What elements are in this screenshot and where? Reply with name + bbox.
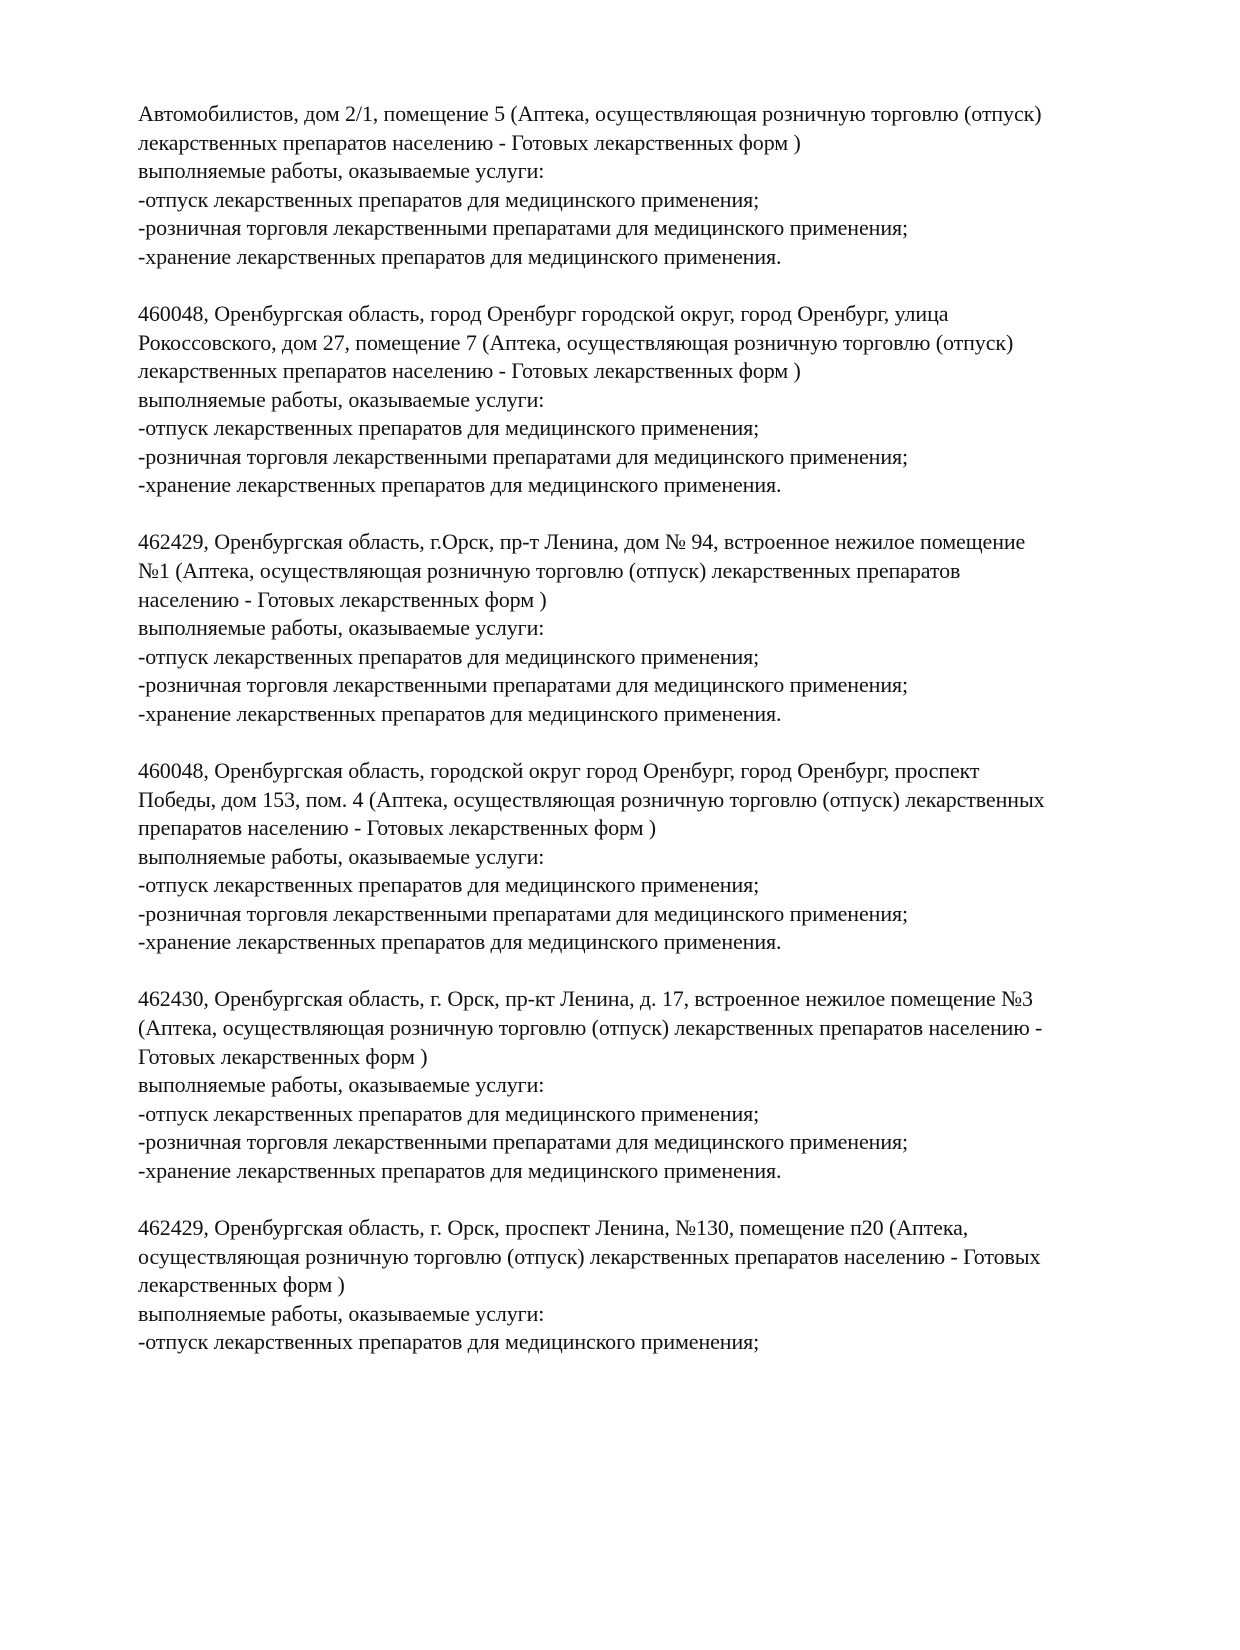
text-line: 460048, Оренбургская область, городской округ город Оренбург, город Оренбург, проспект <box>138 757 980 783</box>
address-block <box>138 100 1138 271</box>
text-line: Победы, дом 153, пом. 4 (Аптека, осуществляющая розничную торговлю (отпуск) лекарственных <box>138 786 1045 812</box>
text-line: -розничная торговля лекарственными препаратами для медицинского применения; <box>138 1129 909 1155</box>
text-line: №1 (Аптека, осуществляющая розничную торговлю (отпуск) лекарственных препаратов <box>138 558 961 583</box>
text-line: -отпуск лекарственных препаратов для медицинского применения; <box>138 415 760 441</box>
text-line: -отпуск лекарственных препаратов для медицинского применения; <box>138 1100 760 1126</box>
text-line: -розничная торговля лекарственными препаратами для медицинского применения; <box>138 672 909 698</box>
text-line: Автомобилистов, дом 2/1, помещение 5 (Аптека, осуществляющая розничную торговлю (отпуск) <box>138 101 1042 126</box>
text-line: выполняемые работы, оказываемые услуги: <box>138 615 545 641</box>
document-page <box>138 100 1138 1385</box>
address-block <box>138 300 1138 500</box>
text-line: -хранение лекарственных препаратов для медицинского применения. <box>138 1157 782 1183</box>
text-line: выполняемые работы, оказываемые услуги: <box>138 1300 545 1326</box>
text-line: -розничная торговля лекарственными препаратами для медицинского применения; <box>138 900 909 926</box>
text-line: выполняемые работы, оказываемые услуги: <box>138 386 545 412</box>
text-line: (Аптека, осуществляющая розничную торговлю (отпуск) лекарственных препаратов населению - <box>138 1015 1043 1040</box>
text-line: -хранение лекарственных препаратов для медицинского применения. <box>138 472 782 498</box>
text-line: осуществляющая розничную торговлю (отпуск) лекарственных препаратов населению - Готовых <box>138 1243 1041 1269</box>
address-block <box>138 757 1138 957</box>
text-line: выполняемые работы, оказываемые услуги: <box>138 1072 545 1098</box>
text-line: 462430, Оренбургская область, г. Орск, пр-кт Ленина, д. 17, встроенное нежилое помещение №3 <box>138 986 1033 1012</box>
text-line: препаратов населению - Готовых лекарственных форм ) <box>138 815 657 841</box>
text-line: 462429, Оренбургская область, г.Орск, пр-т Ленина, дом № 94, встроенное нежилое помещение <box>138 529 1026 555</box>
text-line: -отпуск лекарственных препаратов для медицинского применения; <box>138 186 760 212</box>
address-block <box>138 1214 1138 1357</box>
text-line: -хранение лекарственных препаратов для медицинского применения. <box>138 243 782 269</box>
text-line: -отпуск лекарственных препаратов для медицинского применения; <box>138 872 760 898</box>
text-line: лекарственных препаратов населению - Готовых лекарственных форм ) <box>138 358 801 384</box>
text-line: -отпуск лекарственных препаратов для медицинского применения; <box>138 1329 760 1355</box>
address-block <box>138 985 1138 1185</box>
text-line: -розничная торговля лекарственными препаратами для медицинского применения; <box>138 215 909 241</box>
text-line: -розничная торговля лекарственными препаратами для медицинского применения; <box>138 443 909 469</box>
text-line: 460048, Оренбургская область, город Оренбург городской округ, город Оренбург, улица <box>138 300 949 326</box>
address-block <box>138 528 1138 728</box>
text-line: -хранение лекарственных препаратов для медицинского применения. <box>138 929 782 955</box>
text-line: -отпуск лекарственных препаратов для медицинского применения; <box>138 643 760 669</box>
text-line: Готовых лекарственных форм ) <box>138 1043 428 1069</box>
text-line: выполняемые работы, оказываемые услуги: <box>138 158 545 184</box>
text-line: Рокоссовского, дом 27, помещение 7 (Аптека, осуществляющая розничную торговлю (отпуск) <box>138 329 1014 355</box>
text-line: выполняемые работы, оказываемые услуги: <box>138 843 545 869</box>
text-line: населению - Готовых лекарственных форм ) <box>138 586 547 612</box>
text-line: 462429, Оренбургская область, г. Орск, проспект Ленина, №130, помещение п20 (Аптека, <box>138 1214 969 1240</box>
text-line: лекарственных препаратов населению - Готовых лекарственных форм ) <box>138 129 801 155</box>
text-line: лекарственных форм ) <box>138 1272 345 1298</box>
text-line: -хранение лекарственных препаратов для медицинского применения. <box>138 700 782 726</box>
